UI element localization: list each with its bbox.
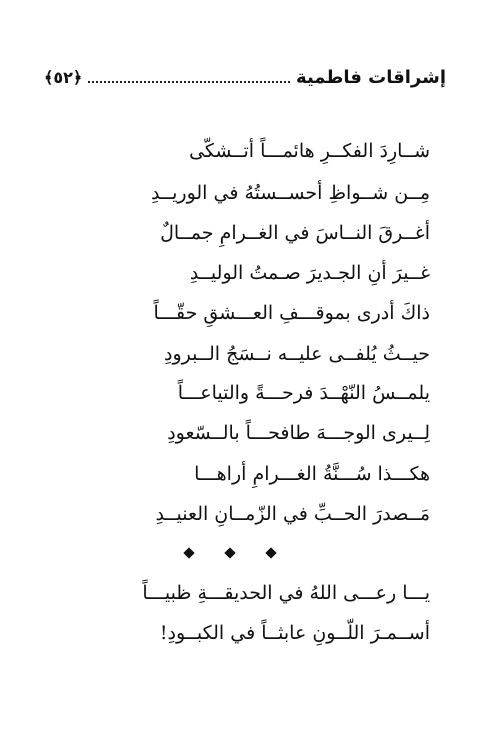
poem-line-11: يـــا رعـــى اللهُ في الحديقـــةِ ظبيـــاً bbox=[142, 582, 430, 604]
poem-line-12: أســمـرَ اللّــونِ عابثــاً في الكبــودِ! bbox=[159, 622, 430, 644]
poem-line-6: حيــثُ يُلفــى عليــه نــسَجُ الــبرودِ bbox=[164, 343, 430, 365]
poem-line-4: غــيرَ أنِ الجـديرَ صـمتُ الوليــدِ bbox=[189, 262, 430, 284]
poem-line-9: هكـــذا سُـــنَّةُ الغـــرامِ أراهـــا bbox=[194, 463, 430, 485]
poem-line-7: يلمــسُ النّهْــدَ فرحـــةً والتياعـــاً bbox=[177, 382, 430, 404]
poem-line-1: شــارِدَ الفكــرِ هائمـــاً أتــشكّى bbox=[189, 140, 430, 162]
poem-line-5: ذاكَ أدرى بموقـــفِ العـــشقِ حقّـــاً bbox=[153, 302, 430, 324]
running-header bbox=[44, 62, 446, 92]
book-title: إشراقات فاطمية bbox=[296, 66, 446, 88]
page-number: ﴿٥٢﴾ bbox=[44, 67, 83, 87]
poem-line-8: لِــيرى الوجـــهَ طافحـــاً بالــسّعودِ bbox=[167, 422, 430, 444]
section-divider-ornament bbox=[185, 543, 275, 563]
diamond-ornament-icon bbox=[183, 547, 194, 558]
diamond-ornament-icon bbox=[265, 547, 276, 558]
poem-line-10: مَــصدرَ الحــبِّ في الزّمــانِ العنيــدِ bbox=[155, 503, 430, 525]
dotted-leader bbox=[88, 71, 290, 83]
poem-line-3: أغــرقَ النــاسَ في الغــرامِ جمــالٌ bbox=[160, 222, 430, 244]
poem-line-2: مِــن شــواظِ أحســستُهُ في الوريــدِ bbox=[151, 182, 430, 204]
diamond-ornament-icon bbox=[224, 547, 235, 558]
